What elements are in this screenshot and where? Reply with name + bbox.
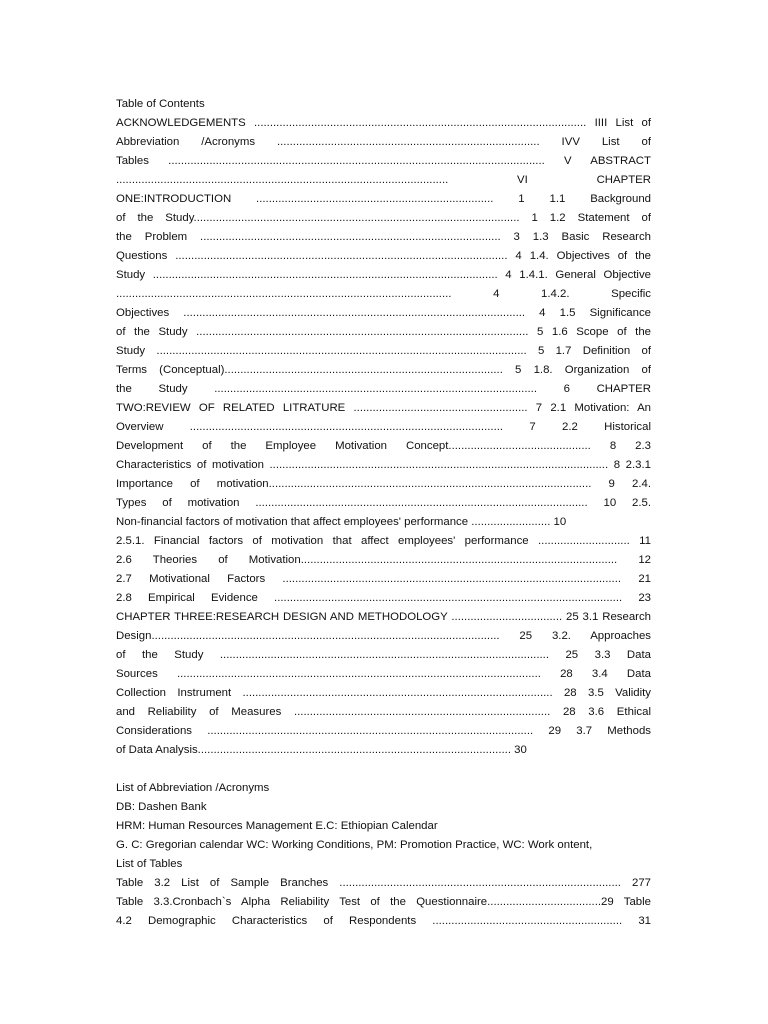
- toc-line: .......................................................................................................... 4 1.4.2. Specific: [116, 288, 651, 300]
- toc-line: Study ............................................................................................................. 4 1.4.1. General Objective: [116, 269, 651, 281]
- toc-line: Objectives ............................................................................................................ 4 1.5 Significance: [116, 307, 651, 319]
- abbreviations-list: [116, 798, 651, 855]
- toc-line: CHAPTER THREE:RESEARCH DESIGN AND METHODOLOGY ................................... 25 3.1 Research: [116, 611, 651, 623]
- toc-line: Sources ................................................................................................................... 28 3.4 Data: [116, 668, 651, 680]
- toc-line: of the Study ........................................................................................................ 25 3.3 Data: [116, 649, 651, 661]
- document-body: [116, 95, 651, 931]
- toc-heading: Table of Contents: [116, 98, 205, 110]
- toc-line: of the Study....................................................................................................... 1 1.2 Statement of: [116, 212, 651, 224]
- toc-line: Importance of motivation...................................................................................................... 9 2.4.: [116, 478, 651, 490]
- toc-line: of the Study ......................................................................................................... 5 1.6 Scope of the: [116, 326, 651, 338]
- table-entry-line: Table 3.2 List of Sample Branches ......................................................................................... 277: [116, 877, 651, 889]
- table-entry-line: 4.2 Demographic Characteristics of Respondents ............................................................ 31: [116, 915, 651, 927]
- table-entry-line: Table 3.3.Cronbach`s Alpha Reliability Test of the Questionnaire....................................29 Table: [116, 896, 651, 908]
- toc-line: of Data Analysis................................................................................................... 30: [116, 744, 527, 756]
- toc-line: Questions ......................................................................................................... 4 1.4. Objectives of the: [116, 250, 651, 262]
- toc-line: Types of motivation ......................................................................................................... 10 2.5.: [116, 497, 651, 509]
- abbreviation-line: G. C: Gregorian calendar WC: Working Conditions, PM: Promotion Practice, WC: Work ontent,: [116, 839, 593, 851]
- toc-entries: [116, 114, 651, 760]
- tables-list: [116, 874, 651, 931]
- toc-line: ......................................................................................................... VI CHAPTER: [116, 174, 651, 186]
- toc-line: ACKNOWLEDGEMENTS ......................................................................................................... IIII List of: [116, 117, 651, 129]
- toc-line: Characteristics of motivation ........................................................................................................... 8 2.3.1: [116, 459, 651, 471]
- toc-line: Tables ....................................................................................................................... V ABSTRACT: [116, 155, 651, 167]
- abbreviation-line: HRM: Human Resources Management E.C: Ethiopian Calendar: [116, 820, 438, 832]
- toc-line: Considerations ....................................................................................................... 29 3.7 Methods: [116, 725, 651, 737]
- abbreviation-line: DB: Dashen Bank: [116, 801, 207, 813]
- toc-line: and Reliability of Measures ................................................................................. 28 3.6 Ethical: [116, 706, 651, 718]
- toc-line: Development of the Employee Motivation Concept............................................. 8 2.3: [116, 440, 651, 452]
- abbreviations-heading: List of Abbreviation /Acronyms: [116, 782, 270, 794]
- toc-line: 2.5.1. Financial factors of motivation that affect employees' performance ............................. 11: [116, 535, 651, 547]
- tables-heading: List of Tables: [116, 858, 183, 870]
- toc-line: Abbreviation /Acronyms ................................................................................... IVV List of: [116, 136, 651, 148]
- toc-line: Terms (Conceptual)........................................................................................ 5 1.8. Organization of: [116, 364, 651, 376]
- toc-line: 2.7 Motivational Factors ........................................................................................................... 21: [116, 573, 651, 585]
- toc-line: ONE:INTRODUCTION ........................................................................... 1 1.1 Background: [116, 193, 651, 205]
- toc-line: Overview ................................................................................................... 7 2.2 Historical: [116, 421, 651, 433]
- toc-line: Study ..................................................................................................................... 5 1.7 Definition of: [116, 345, 651, 357]
- toc-line: the Problem ............................................................................................... 3 1.3 Basic Research: [116, 231, 651, 243]
- section-spacer: [116, 760, 651, 779]
- toc-line: Collection Instrument .................................................................................................. 28 3.5 Validity: [116, 687, 651, 699]
- toc-line: Design.............................................................................................................. 25 3.2. Approaches: [116, 630, 651, 642]
- toc-line: the Study ...................................................................................................... 6 CHAPTER: [116, 383, 651, 395]
- toc-line: 2.6 Theories of Motivation.................................................................................................... 12: [116, 554, 651, 566]
- toc-line: TWO:REVIEW OF RELATED LITRATURE ....................................................... 7 2.1 Motivation: An: [116, 402, 651, 414]
- toc-line: Non-financial factors of motivation that affect employees' performance ......................... 10: [116, 516, 567, 528]
- toc-line: 2.8 Empirical Evidence .............................................................................................................. 23: [116, 592, 651, 604]
